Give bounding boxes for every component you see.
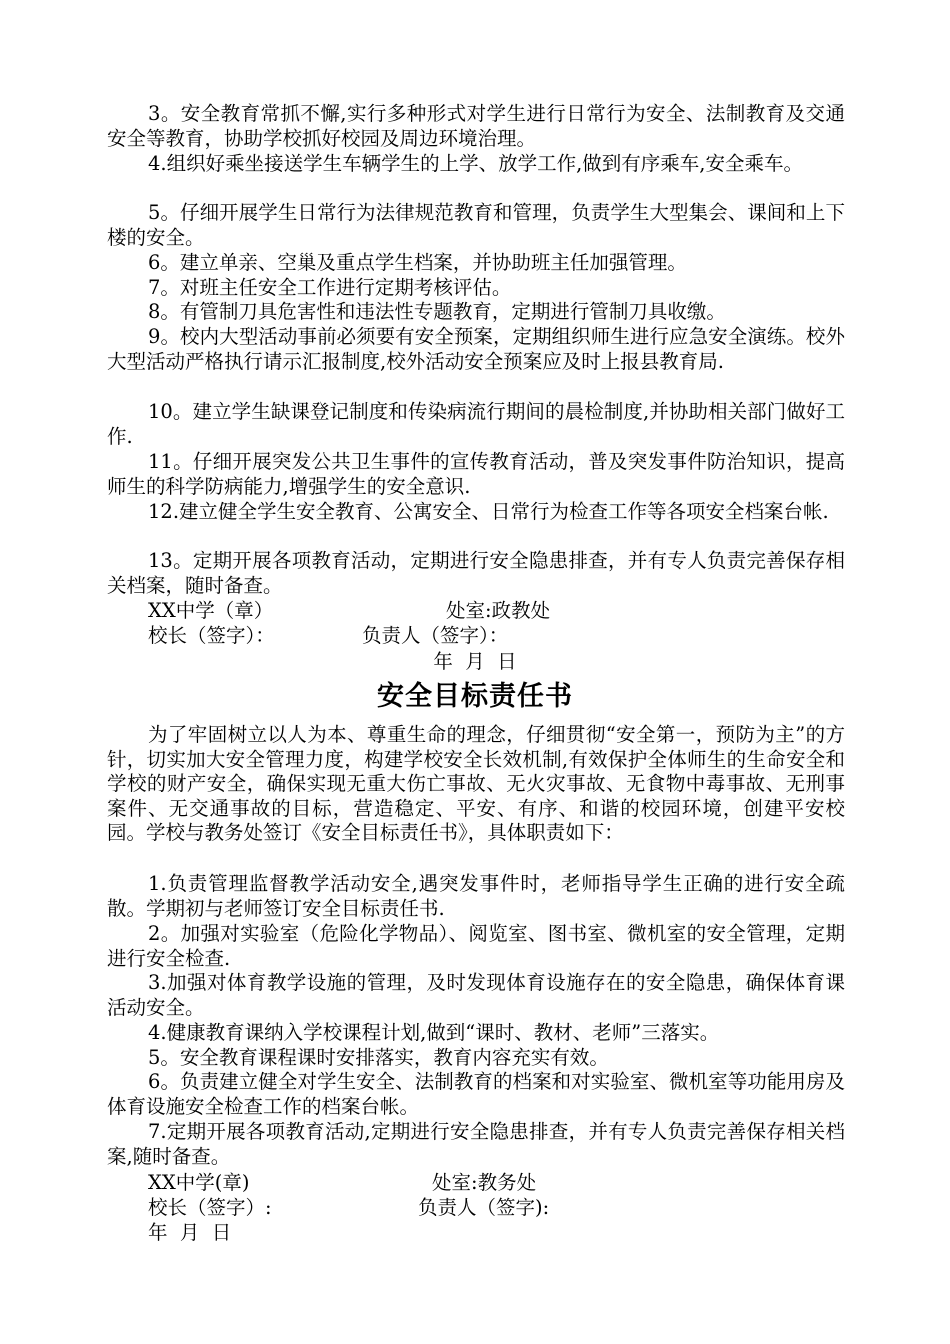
date-line-2: 年 月 日 <box>148 1221 232 1244</box>
intro-paragraph: 为了牢固树立以人为本、尊重生命的理念，仔细贯彻“安全第一，预防为主”的方针，切实加大安全管理力度，构建学校安全长效机制,有效保护全体师生的生命安全和学校的财产安全，确保实现无重大伤亡事故、无火灾事故、无食物中毒事故、无刑事案件、无交通事故的目标，营造稳定、平安、有序、和谐的校园环境，创建平安校园。学校与教务处签订《安全目标责任书》，具体职责如下： <box>107 723 845 844</box>
office-label: 处室:政教处 <box>446 599 551 622</box>
person-in-charge-signature-label-2: 负责人（签字): <box>418 1196 550 1219</box>
duty-item-6: 6。建立单亲、空巢及重点学生档案，并协助班主任加强管理。 <box>148 251 687 274</box>
principal-signature-label: 校长（签字）： <box>148 624 275 647</box>
person-in-charge-signature-label: 负责人（签字）： <box>362 624 509 647</box>
duty-item-3: 3。安全教育常抓不懈,实行多种形式对学生进行日常行为安全、法制教育及交通安全等教育，协助学校抓好校园及周边环境治理。 <box>107 102 845 150</box>
teaching-duty-item-3: 3.加强对体育教学设施的管理，及时发现体育设施存在的安全隐患，确保体育课活动安全。 <box>107 971 845 1019</box>
teaching-duty-item-6: 6。负责建立健全对学生安全、法制教育的档案和对实验室、微机室等功能用房及体育设施安全检查工作的档案台帐。 <box>107 1070 845 1118</box>
office-label-2: 处室:教务处 <box>432 1171 537 1194</box>
principal-signature-label-2: 校长（签字）: <box>148 1196 272 1219</box>
teaching-duty-item-4: 4.健康教育课纳入学校课程计划,做到“课时、教材、老师”三落实。 <box>148 1021 720 1044</box>
duty-item-5: 5。仔细开展学生日常行为法律规范教育和管理，负责学生大型集会、课间和上下楼的安全。 <box>107 201 845 249</box>
teaching-duty-item-5: 5。安全教育课程课时安排落实，教育内容充实有效。 <box>148 1046 609 1069</box>
duty-item-13: 13。定期开展各项教育活动，定期进行安全隐患排查，并有专人负责完善保存相关档案，随时备查。 <box>107 549 845 597</box>
duty-item-8: 8。有管制刀具危害性和违法性专题教育，定期进行管制刀具收缴。 <box>148 300 726 323</box>
school-seal-label-2: XX中学(章) <box>148 1171 250 1194</box>
document-title: 安全目标责任书 <box>377 681 573 712</box>
duty-item-12: 12.建立健全学生安全教育、公寓安全、日常行为检查工作等各项安全档案台帐. <box>148 500 829 523</box>
teaching-duty-item-2: 2。加强对实验室（危险化学物品）、阅览室、图书室、微机室的安全管理，定期进行安全检查. <box>107 922 845 970</box>
duty-item-11: 11。仔细开展突发公共卫生事件的宣传教育活动，普及突发事件防治知识，提高师生的科学防病能力,增强学生的安全意识. <box>107 450 845 498</box>
duty-item-7: 7。对班主任安全工作进行定期考核评估。 <box>148 276 512 299</box>
duty-item-4: 4.组织好乘坐接送学生车辆学生的上学、放学工作,做到有序乘车,安全乘车。 <box>148 152 804 175</box>
teaching-duty-item-1: 1.负责管理监督教学活动安全,遇突发事件时，老师指导学生正确的进行安全疏散。学期初与老师签订安全目标责任书. <box>107 872 845 920</box>
duty-item-10: 10。建立学生缺课登记制度和传染病流行期间的晨检制度,并协助相关部门做好工作. <box>107 400 845 448</box>
date-line: 年 月 日 <box>433 650 517 673</box>
duty-item-9: 9。校内大型活动事前必须要有安全预案，定期组织师生进行应急安全演练。校外大型活动严格执行请示汇报制度,校外活动安全预案应及时上报县教育局. <box>107 325 845 373</box>
teaching-duty-item-7: 7.定期开展各项教育活动,定期进行安全隐患排查，并有专人负责完善保存相关档案,随时备查。 <box>107 1120 845 1168</box>
school-seal-label: XX中学（章） <box>148 599 274 622</box>
